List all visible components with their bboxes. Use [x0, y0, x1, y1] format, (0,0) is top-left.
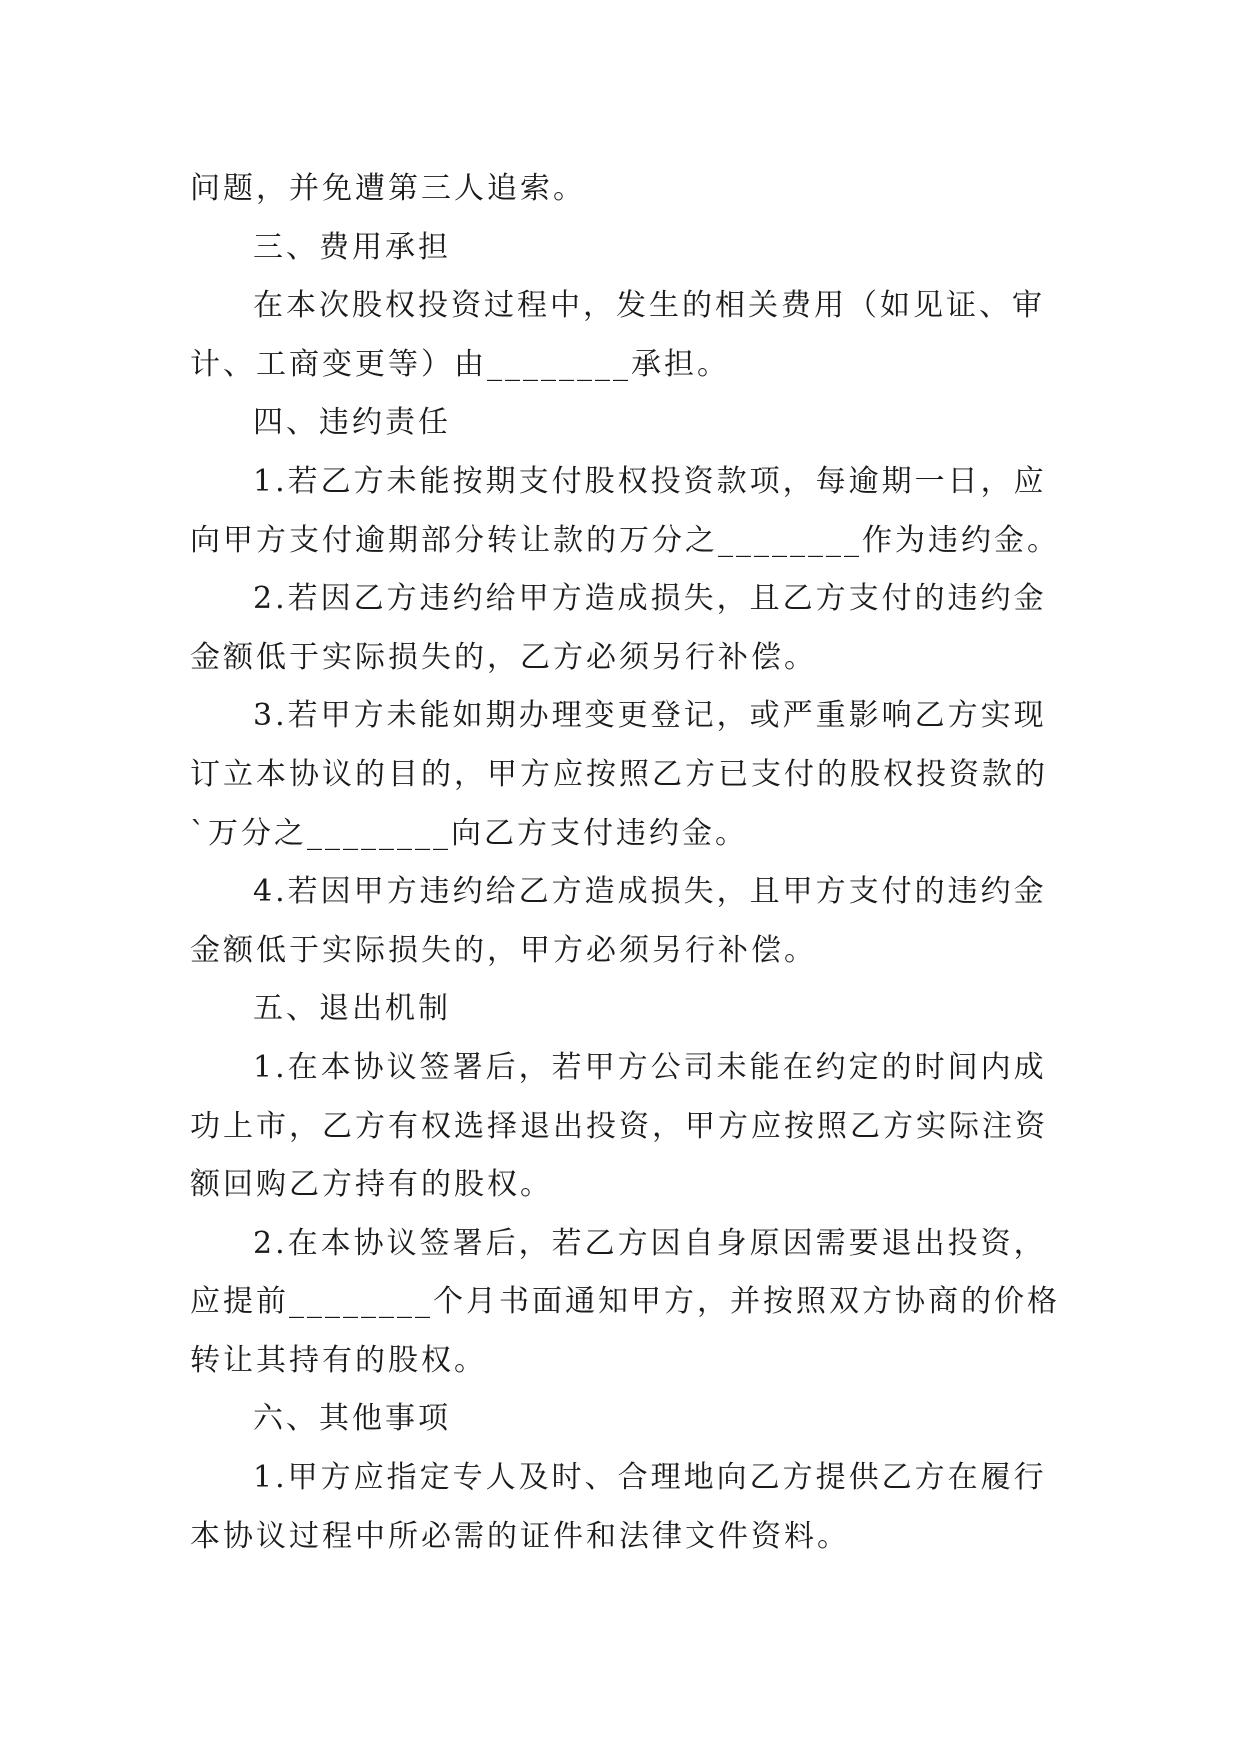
text-line: 在本次股权投资过程中，发生的相关费用（如见证、审 — [253, 288, 1045, 324]
section-heading: 四、违约责任 — [253, 405, 451, 441]
text-line: 1.若乙方未能按期支付股权投资款项，每逾期一日，应 — [253, 463, 1047, 499]
section-heading: 五、退出机制 — [253, 991, 451, 1027]
text-line: 本协议过程中所必需的证件和法律文件资料。 — [190, 1518, 850, 1554]
text-line: 订立本协议的目的，甲方应按照乙方已支付的股权投资款的 — [190, 756, 1048, 792]
text-line: 计、工商变更等）由________承担。 — [190, 346, 730, 382]
text-line: 2.在本协议签署后，若乙方因自身原因需要退出投资， — [253, 1225, 1047, 1261]
text-line: 额回购乙方持有的股权。 — [190, 1167, 553, 1203]
text-line: `万分之________向乙方支付违约金。 — [190, 815, 748, 851]
text-line: 金额低于实际损失的，甲方必须另行补偿。 — [190, 932, 817, 968]
section-heading: 六、其他事项 — [253, 1401, 451, 1437]
text-line: 金额低于实际损失的，乙方必须另行补偿。 — [190, 639, 817, 675]
section-heading: 三、费用承担 — [253, 229, 451, 265]
text-line: 功上市，乙方有权选择退出投资，甲方应按照乙方实际注资 — [190, 1108, 1048, 1144]
text-line: 1.在本协议签署后，若甲方公司未能在约定的时间内成 — [253, 1049, 1047, 1085]
text-line: 3.若甲方未能如期办理变更登记，或严重影响乙方实现 — [253, 698, 1047, 734]
text-line: 2.若因乙方违约给甲方造成损失，且乙方支付的违约金 — [253, 581, 1047, 617]
text-line: 1.甲方应指定专人及时、合理地向乙方提供乙方在履行 — [253, 1460, 1047, 1496]
text-line: 转让其持有的股权。 — [190, 1342, 487, 1378]
text-line: 问题，并免遭第三人追索。 — [190, 171, 586, 206]
document-body — [190, 160, 1060, 1566]
text-line: 应提前________个月书面通知甲方，并按照双方协商的价格 — [190, 1284, 1060, 1320]
text-line: 向甲方支付逾期部分转让款的万分之________作为违约金。 — [190, 522, 1060, 558]
text-line: 4.若因甲方违约给乙方造成损失，且甲方支付的违约金 — [253, 874, 1047, 910]
